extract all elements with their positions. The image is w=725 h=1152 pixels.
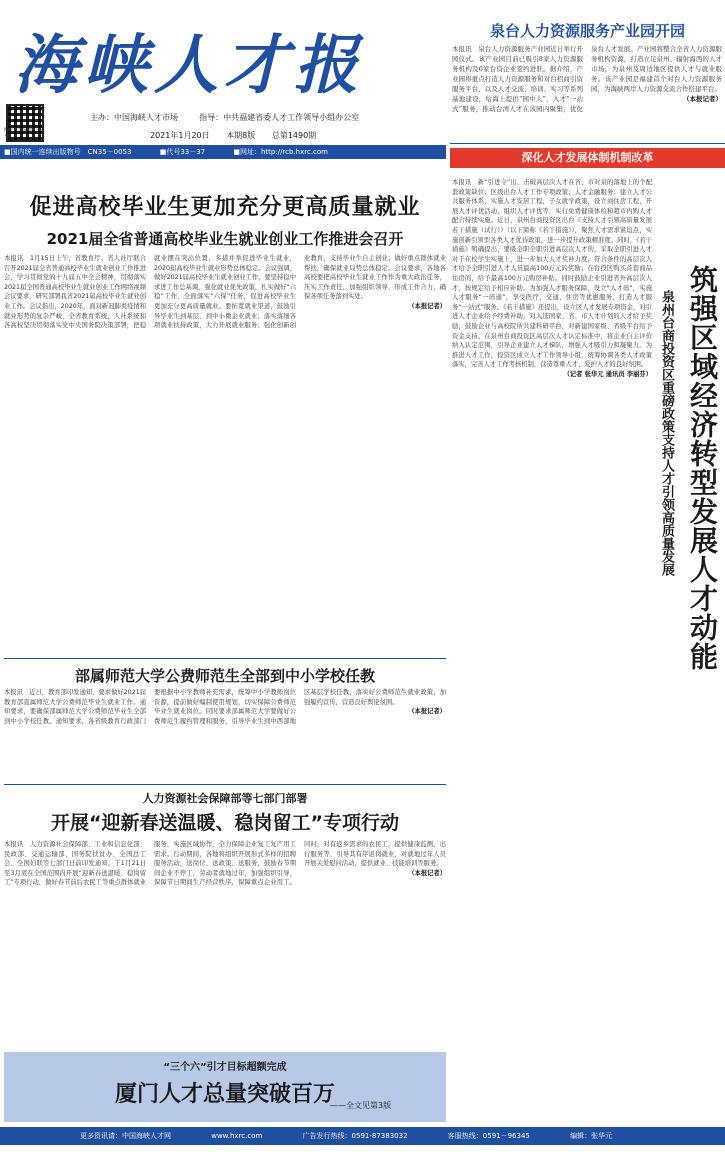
right-article-subtitle: 泉州台商投资区重磅政策支持人才引领高质量发展 <box>659 290 674 576</box>
park-article <box>450 0 725 140</box>
article3-body: 本报讯 人力资源社会保障部、工业和信息化部、民政部、交通运输部、国务院扶贫办、全国总工会、全国妇联等七部门日前印发通知，于1月21日至3月底在全国范围内开展“迎新春送温暖、稳岗留工”专项行动，做好春节前后农民工等重点群体就业服务，实施区域协作，全力保障企业复工复产用工需求。行动期间，各地将组织开展形式多样的招聘服务活动，送岗位、送政策、送服务，鼓励春节期间企业不停工，劳动者就地过年，加强组织引导，保障节日期间生产经营秩序，保障重点企业用工。同时，对有返乡需求的农民工，提供健康监测、出行服务等，引导其有序返岗就业，对就地过年人员开展关爱慰问活动，提供就业、技能培训等服务。 （本报记者） <box>4 841 446 887</box>
article1-reporter: （本报记者） <box>408 302 446 310</box>
issue-date: 2021年1月20日 <box>150 131 210 140</box>
right-article-body: 本报讯 新“引进令”出，击破高层次人才在省、市对泉的落地上的个配套政策缺位；区级出台人才工作专项政策；人才金融服务；建立人才公共服务体系，实施人才安居工程，子女就学政策，设立商住房工程，开展人才评优活动，组织人才评优等，实行免费健康体检和超市内购人才配合持续实施。近日，泉州台商投资区出台《支持人才引领高质量发展若干措施（试行）》（以下简称《若干措施》），聚焦人才需求紧迫点，实施创新引领型各类人才优待政策，进一步提升政策精准度。同时，《若干措施》明确提出，要吸全职全职引进高层次人才的，采取全职引进人才对于在校学生实施上，进一步加大人才奖补力度，符合条件的高层次人才给予全职引进人才人员最高100万元的奖励；在台投区购买首套商品住房的，给予最高100万元购房补贴。同时鼓励企业引进省外高层次人才，按规定给予相应补助。为加强人才服务保障，设立“人才码”，实施人才服务“一码通”，享受医疗、交通、住房等优惠服务，打造人才服务“一站式”服务。《若干措施》还提出，设立区人才发展专项资金，对引进人才企业给予经费补助，对入选国家、省、市人才计划的人才给予奖励，鼓励企业与高校院所共建科研平台，对新建国家级、省级平台给予资金支持。在泉州台商投资区高层次人才认定标准中，将企业自主评价纳入认定范围，引导企业建立人才梯队，增强人才吸引力和凝聚力。为推进人才工作，投资区成立人才工作领导小组，统筹协调各类人才政策落实，完善人才工作考核机制，营造尊重人才、爱护人才的良好氛围。 （记者 张华元 通讯员 李丽芬） <box>452 179 652 378</box>
right-article-title: 筑强区域经济转型发展人才动能 <box>686 265 719 671</box>
xiamen-see-more[interactable]: ——全文见第3版 <box>330 1101 392 1110</box>
issue-pages: 本期8版 <box>226 131 256 140</box>
article2-title: 部属师范大学公费师范生全部到中小学校任教 <box>74 667 375 685</box>
newspaper-logo: 海峡人才报 <box>14 28 364 103</box>
section-bar: 深化人才发展体制机制改革 <box>450 148 725 168</box>
article2-body: 本报讯 近日，教育部印发通知，要求做好2021届教育部直属师范大学公费师范毕业生就业工作。通知要求，要确保部属师范大学公费师范毕业生全部到中小学校任教。通知要求，各省级教育行政部门要根据中小学教师补充需求，统筹中小学教师岗位资源，提前做好编制使用规划，切实保障公费师范毕业生就业岗位。同时要求部属师范大学要做好公费师范生履约管理和服务，引导毕业生到中西部地区基层学校任教，落实好公费师范生就业政策，加强履约宣传，营造良好舆论氛围。 （本报记者） <box>4 689 446 725</box>
xiamen-pretitle: “三个六”引才目标超额完成 <box>163 1062 287 1073</box>
park-reporter: （本报记者） <box>683 95 722 103</box>
xiamen-title: 厦门人才总量突破百万 <box>114 1082 335 1107</box>
footer-subscribe: 更多资讯请：中国海峡人才网 <box>80 1132 171 1140</box>
divider <box>4 658 446 659</box>
qr-caption-1: 海峡人才报微信公众号 <box>4 128 45 139</box>
article3-title: 开展“迎新春送温暖、稳岗留工”专项行动 <box>51 812 399 834</box>
postal-code: ■代号33－37 <box>159 148 206 156</box>
article2-reporter: （本报记者） <box>408 708 446 716</box>
article1-title: 促进高校毕业生更加充分更高质量就业 <box>29 195 421 220</box>
footer-tel: 客服热线：0591－96345 <box>447 1132 530 1140</box>
publication-info-bar <box>0 145 446 159</box>
masthead-logo-area <box>4 8 440 103</box>
article3-reporter: （本报记者） <box>408 869 446 877</box>
footer-editor: 编辑：张华元 <box>570 1132 613 1140</box>
article3-pretitle: 人力资源社会保障部等七部门部署 <box>142 792 308 805</box>
divider <box>450 143 725 144</box>
article1-subtitle: 2021届全省普通高校毕业生就业创业工作推进会召开 <box>46 230 404 248</box>
footer-site[interactable]: www.hxrc.com <box>211 1132 263 1140</box>
footer-bar <box>0 1127 725 1145</box>
park-body: 本报讯 泉台人力资源服务产业园近日举行开园仪式。该产业园目前已吸引8家人力资源服务机构及6家台资企业签约进驻。据介绍，产业园将重点打造人力资源服务和对台招商引资服务平台，以及人才交流、培训、实习等系列基地建设，给海上提供“园中人”，入才“一站式”服务，推动台湾人才在该园内聚集，优化泉台人才发展。产业园将整合全省人力资源服务机构资源，打造立足泉州、辐射海西的人才市场，为泉州及周边地区提供人才与就业服务。该产业园是福建首个对台人力资源服务园，为海峡两岸人力资源交流合作搭建平台。 （本报记者） <box>452 45 722 113</box>
park-title: 泉台人力资源服务产业园开园 <box>489 22 685 40</box>
footer-ad: 广告发行热线：0591-87383032 <box>302 1132 408 1140</box>
website[interactable]: ■网址：http://rcb.hxrc.com <box>233 148 329 156</box>
issue-number: 总第1490期 <box>271 131 317 140</box>
divider <box>4 784 446 785</box>
sponsor-line <box>90 112 474 123</box>
sponsor-label: 主办：中国海峡人才市场 <box>90 113 178 122</box>
cn-number: ■国内统一连续出版物号 CN35－0053 <box>4 148 132 156</box>
right-reporter: （记者 张华元 通讯员 李丽芬） <box>563 370 652 378</box>
article1-body: 本报讯 1月15日上午，省教育厅、省人社厅联合召开2021届全省普通高校毕业生就业创业工作推进会，学习贯彻党的十九届五中全会精神，贯彻落实2021届全国普通高校毕业生就业创业工作网络视频会议要求，研究部署我省2021届高校毕业生就业创业工作。会议指出，2020年，面对新冠肺炎疫情和就业形势的复杂严峻，全省教育系统、人社系统和各高校坚决贯彻落实党中央国务院决策部署，把稳就业摆在突出位置，多措并举促进毕业生就业，2020届高校毕业生就业形势总体稳定。会议强调，做好2021届高校毕业生就业创业工作，要坚持稳中求进工作总基调，强化就业优先政策，扎实做好“六稳”工作、全面落实“六保”任务，促进高校毕业生更加充分更高质量就业。要拓宽就业渠道，鼓励引导毕业生到基层、到中小微企业就业；落实落细各项就业扶持政策，大力开展就业服务；强化创新创业教育，支持毕业生自主创业；做好重点群体就业帮扶，确保就业局势总体稳定。会议要求，各地各高校要把高校毕业生就业工作作为重大政治任务，压实工作责任，加强组织领导，形成工作合力，确保各项任务落到实处。 （本报记者） <box>4 255 446 330</box>
guide-label: 指导：中共福建省委人才工作领导小组办公室 <box>199 113 360 122</box>
issue-line <box>150 130 330 141</box>
